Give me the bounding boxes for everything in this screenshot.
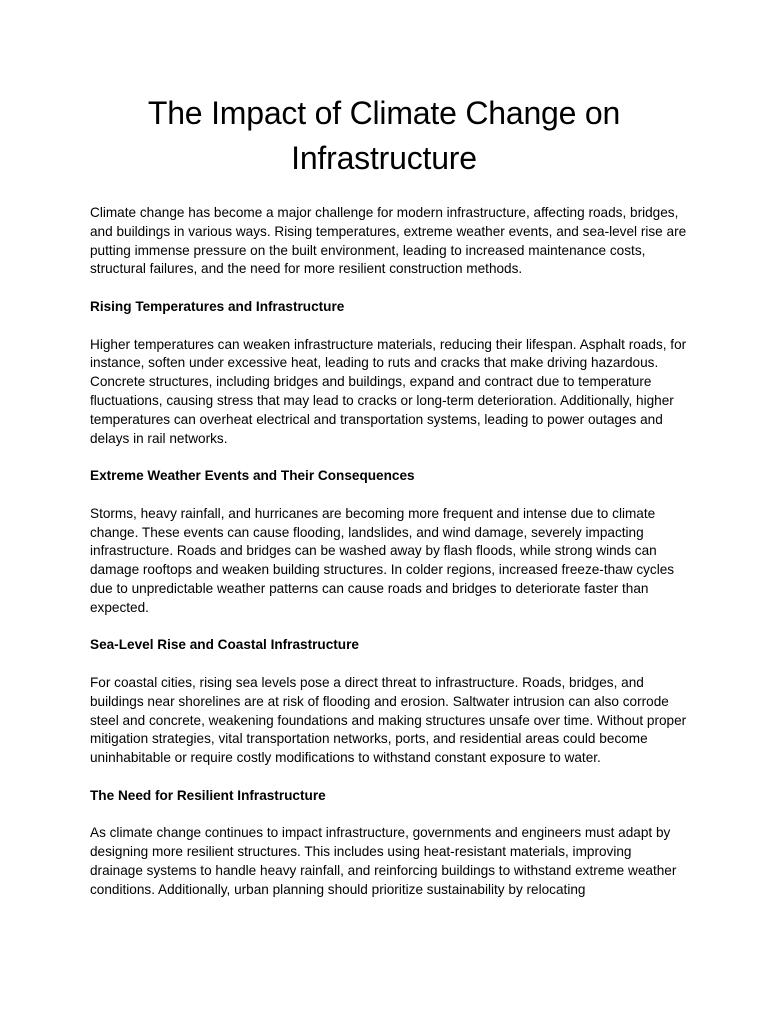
section-body-extreme-weather: Storms, heavy rainfall, and hurricanes are becoming more frequent and intense due to climate change. These events can cause flooding, landslides, and wind damage, severely impacting infrastructure. Roads and bridges can be washed away by flash floods, while strong winds can damage rooftops and weaken building structures. In colder regions, increased freeze-thaw cycles due to unpredictable weather patterns can cause roads and bridges to deteriorate faster than expected. — [90, 505, 675, 615]
section-heading-resilient-infrastructure: The Need for Resilient Infrastructure — [90, 787, 326, 803]
intro-paragraph: Climate change has become a major challenge for modern infrastructure, affecting roads, bridges, and buildings in various ways. Rising temperatures, extreme weather events, and sea-level rise are putting immense pressure on the built environment, leading to increased maintenance costs, structural failures, and the need for more resilient construction methods. — [90, 205, 687, 277]
section-heading-sea-level-rise: Sea-Level Rise and Coastal Infrastructure — [90, 637, 359, 653]
section-heading-extreme-weather: Extreme Weather Events and Their Consequences — [90, 468, 415, 484]
document-title: The Impact of Climate Change on Infrastructure — [147, 95, 621, 176]
section-body-sea-level-rise: For coastal cities, rising sea levels pose a direct threat to infrastructure. Roads, bridges, and buildings near shorelines are at risk of flooding and erosion. Saltwater intrusion can also corrode steel and concrete, weakening foundations and making structures unsafe over time. Without proper mitigation strategies, vital transportation networks, ports, and residential areas could become uninhabitable or require costly modifications to withstand constant exposure to water. — [90, 674, 687, 766]
section-body-resilient-infrastructure: As climate change continues to impact infrastructure, governments and engineers must adapt by designing more resilient structures. This includes using heat-resistant materials, improving drainage systems to handle heavy rainfall, and reinforcing buildings to withstand extreme weather conditions. Additionally, urban planning should prioritize sustainability by relocating — [90, 825, 677, 897]
section-heading-rising-temperatures: Rising Temperatures and Infrastructure — [90, 298, 345, 314]
section-body-rising-temperatures: Higher temperatures can weaken infrastructure materials, reducing their lifespan. Asphalt roads, for instance, soften under excessive heat, leading to ruts and cracks that make driving hazardous. Concrete structures, including bridges and buildings, expand and contract due to temperature fluctuations, causing stress that may lead to cracks or long-term deterioration. Additionally, higher temperatures can overheat electrical and transportation systems, leading to power outages and delays in rail networks. — [90, 336, 687, 446]
document-body — [90, 204, 688, 899]
